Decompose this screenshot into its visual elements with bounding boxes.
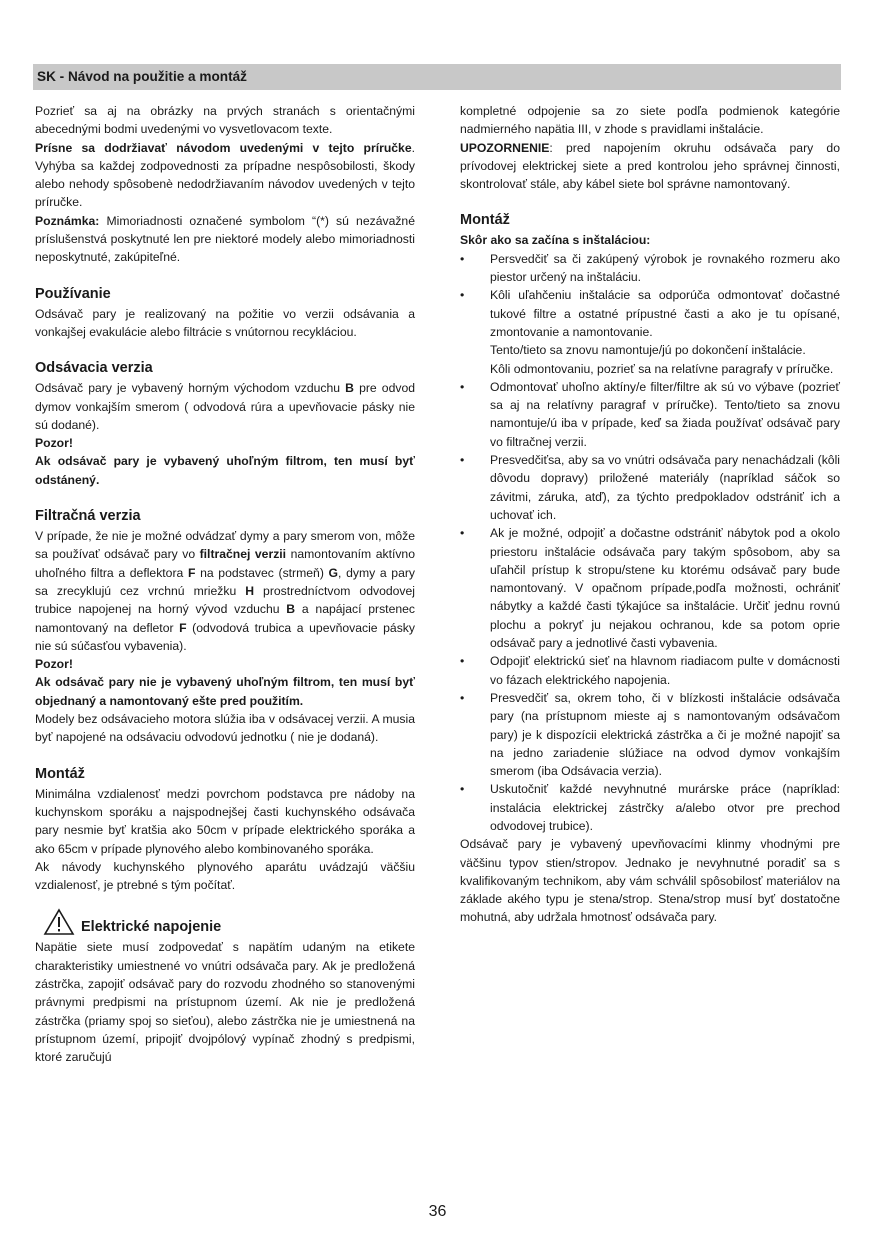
before-install-heading: Skôr ako sa začína s inštaláciou:: [460, 233, 651, 248]
filter-text-11: a napájací prstenec namontovaný na defletor: [35, 602, 415, 635]
filter-text-13: (odvodová trubica a upevňovacie pásky nie sú súčasťou vybavenia).: [35, 620, 415, 653]
list-item: [460, 524, 840, 652]
usage-paragraph: Odsávač pary je realizovaný na požitie vo verzii odsávania a vonkajšej evakulácie alebo filtrácie s vnútornou recykláciou.: [35, 306, 415, 339]
bullet-icon: •: [460, 453, 465, 468]
bullet-icon: •: [460, 526, 465, 541]
section-header: [33, 64, 841, 90]
filter-text-2: filtračnej verzii: [199, 547, 287, 562]
list-item: [460, 451, 840, 524]
mount-heading-left: Montáž: [35, 765, 85, 782]
page-number: 36: [428, 1203, 447, 1220]
list-item-text: Odpojiť elektrickú sieť na hlavnom riadiacom pulte v domácnosti vo fázach elektrického napojenia.: [490, 654, 840, 687]
intro-paragraph: Pozrieť sa aj na obrázky na prvých stranách s orientačnými abecednými bodmi uvedenými vo vysvetlovacom texte.: [35, 104, 415, 137]
warning-triangle-icon: [43, 908, 75, 936]
filter-heading: Filtračná verzia: [35, 508, 141, 525]
filter-warning-text: Ak odsávač pary nie je vybavený uhoľným filtrom, ten musí byť objednaný a namontovaný ešte pred použitím.: [35, 675, 415, 708]
suction-text-c: pre odvod dymov vonkajším smerom ( odvodová rúra a upevňovacie pásky nie sú dodané).: [35, 381, 415, 432]
filter-label-g: G: [328, 565, 339, 580]
electrical-heading: Elektrické napojenie: [81, 919, 222, 936]
filter-text-3: namontovaním aktívno uhoľného filtra a deflektora: [35, 547, 415, 580]
right-column: [460, 102, 840, 927]
list-item-text: Ak je možné, odpojiť a dočastne odstrániť nábytok pod a okolo priestoru inštalácie odsávača pary takým spôsobom, aby sa uľahčil prístup k stropu/stene ku ktorému odsávač pary bude namontovaný. V opačnom prípade,podľa možnosti, ochrániť nábytky a každé časti týkajúce sa inštalácie. Určiť jednu rovnú plochu a pokryť ju nejakou ochranou, kde sa potom oprie odsávač pary a jednotlivé časti vybavenia.: [490, 526, 840, 651]
suction-label-b: B: [345, 381, 354, 396]
continued-paragraph: kompletné odpojenie sa zo siete podľa podmienok kategórie nadmierného napätia III, v zhode s pravidlami inštalácie.: [460, 104, 840, 137]
list-item-text: Uskutočniť každé nevyhnutné murárske práce (napríklad: instalácia elektrickej zástrčky a/alebo otvor pre prechod odvodovej trubice).: [490, 782, 840, 833]
section-title: SK - Návod na použitie a montáž: [37, 69, 247, 84]
note-text: Mimoriadnosti označené symbolom “(*) sú nezávažné príslušenstvá poskytnuté len pre niektoré modely alebo mimoriadnosti neposkytnuté, zakúpiteľné.: [35, 213, 415, 265]
bullet-icon: •: [460, 288, 465, 303]
list-item-text: Persvedčiť sa či zakúpený výrobok je rovnakého rozmeru ako piestor určený na inštaláciu.: [490, 251, 840, 285]
suction-warning-label: Pozor!: [35, 436, 73, 451]
electrical-heading-row: [35, 908, 415, 936]
filter-models-paragraph: Modely bez odsávacieho motora slúžia iba v odsávacej verzii. A musia byť napojené na odsávaciu odvodovú jednotku ( nie je dodaná).: [35, 712, 415, 745]
filter-text-7: , dymy a pary sa zrecyklujú cez vrchnú mriežku: [35, 565, 415, 598]
filter-text-5: na podstavec (strmeň): [195, 565, 329, 580]
bullet-icon: •: [460, 379, 465, 394]
note-paragraph: [35, 212, 415, 267]
closing-paragraph: Odsávač pary je vybavený upevňovacími klinmy vhodnými pre väčšinu typov stien/stropov. Jednako je nevyhnutné poradiť sa s kvalifikovaným technikom, aby vám schválil spôsobilosť materiálov na základe akého typu je stena/strop. Stena/strop musí byť dostatočne mohutná, aby udržala hmotnosť odsávača pary.: [460, 837, 840, 925]
strict-bold: Prísne sa dodržiavať návodom uvedenými v tejto príručke: [35, 140, 412, 155]
filter-label-f2: F: [179, 620, 187, 635]
filter-text-9: prostredníctvom odvodovej trubice napojenej na horný vývod vzduchu: [35, 583, 415, 617]
note-label: Poznámka:: [35, 213, 100, 228]
mount-heading-right: Montáž: [460, 212, 510, 229]
electrical-paragraph: Napätie siete musí zodpovedať s napätím udaným na etikete charakteristiky umiestnené vo vnútri odsávača pary. Ak je predložená zástrčka, zapojiť odsávač pary do rozvodu zhodného so stanovenými právnymi predpismi na prístupnom území. Ak nie je predložená zástrčka (priamy spoj so sieťou), alebo zástrčka nie je umiestnená na prístupnom území, pripojiť dvojpólový vypínač zhodný s predpismi, ktoré zaručujú: [35, 940, 415, 1065]
mount-paragraph-2: Ak návody kuchynského plynového aparátu uvádzajú väčšiu vzdialenosť, je ptrebné s tým počítať.: [35, 859, 415, 893]
strict-paragraph: [35, 139, 415, 212]
list-item-text: Odmontovať uhoľno aktíny/e filter/filtre ak sú vo výbave (pozrieť sa aj na relatívny paragraf v príručke). Tento/tieto sa znovu namontuje/ú iba v prípade, keď sa žiada používať odsávač pary vo filtračnej verzii.: [490, 379, 840, 449]
list-item-text: Presvedčiť sa, okrem toho, či v blízkosti inštalácie odsávača pary (na prístupnom mieste aj s namontovaným odsávačom pary) je k dispozícii elektrická zástrčka a či je možné napojiť sa na jedno zariadenie slúžiace na odvod dymov vonkajším smerom (iba Odsávacia verzia).: [490, 690, 840, 779]
strict-rest: . Vyhýba sa každej zodpovednosti za prípadne nespôsobilosti, škody alebo nehody spôsobenè nedodržiavaním návodov uvedených v tejto príručke.: [35, 140, 415, 210]
install-checklist: [460, 250, 840, 836]
filter-warning-label: Pozor!: [35, 657, 73, 672]
warning-text: : pred napojením okruhu odsávača pary do prívodovej elektrickej siete a pred kontrolou jeho správnej činnosti, skontrolovať stále, aby kábel siete bol správne namontovaný.: [460, 140, 840, 192]
list-item-text: Kôli uľahčeniu inštalácie sa odporúča odmontovať dočastné tukové filtre a ostatné prípustné časti a ako je tu opísané, zmontovanie a namontovanie.: [490, 288, 840, 339]
list-item: [460, 378, 840, 451]
usage-heading: Používanie: [35, 285, 111, 302]
list-item: [460, 689, 840, 780]
suction-heading: Odsávacia verzia: [35, 360, 153, 377]
bullet-icon: •: [460, 782, 465, 797]
suction-text-a: Odsávač pary je vybavený horným východom vzduchu: [35, 381, 346, 396]
suction-warning-text: Ak odsávač pary je vybavený uhoľným filtrom, ten musí byť odstánený.: [35, 454, 415, 487]
list-item: [460, 780, 840, 835]
bullet-icon: •: [460, 654, 465, 669]
list-item: [460, 286, 840, 377]
filter-label-f: F: [187, 565, 196, 580]
list-item: [460, 652, 840, 689]
bullet-icon: •: [460, 690, 465, 705]
left-column: [35, 102, 415, 1066]
mount-paragraph-1: Minimálna vzdialenosť medzi povrchom podstavca pre nádoby na kuchynskom sporáku a najspodnejšej časti kuchynského odsávača pary nesmie byť kratšia ako 50cm v prípade elektrického sporáka a ako 65cm v prípade plynového alebo kombinovaného sporáka.: [35, 786, 415, 856]
filter-label-b: B: [286, 602, 296, 617]
bullet-icon: •: [460, 251, 465, 266]
list-item-extra: Kôli odmontovaniu, pozrieť sa na relatívne paragrafy v príručke.: [490, 361, 834, 376]
filter-label-h: H: [245, 583, 255, 598]
list-item-text: Presvedčiťsa, aby sa vo vnútri odsávača pary nenachádzali (kôli dôvodu dopravy) priložené materiály (napríklad sáčok so závitmi, záruka, atď), za týchto predpokladov odstrániť ich a uchovať ich.: [490, 453, 840, 522]
list-item: [460, 250, 840, 287]
warning-paragraph: [460, 139, 840, 194]
suction-paragraph: [35, 379, 415, 434]
filter-text-1: V prípade, že nie je možné odvádzať dymy a pary smerom von, môže sa používať odsávač pary vo: [35, 529, 415, 562]
filter-paragraph: [35, 527, 415, 655]
warning-label: UPOZORNENIE: [460, 140, 550, 155]
list-item-extra: Tento/tieto sa znovu namontuje/jú po dokončení inštalácie.: [490, 343, 806, 358]
